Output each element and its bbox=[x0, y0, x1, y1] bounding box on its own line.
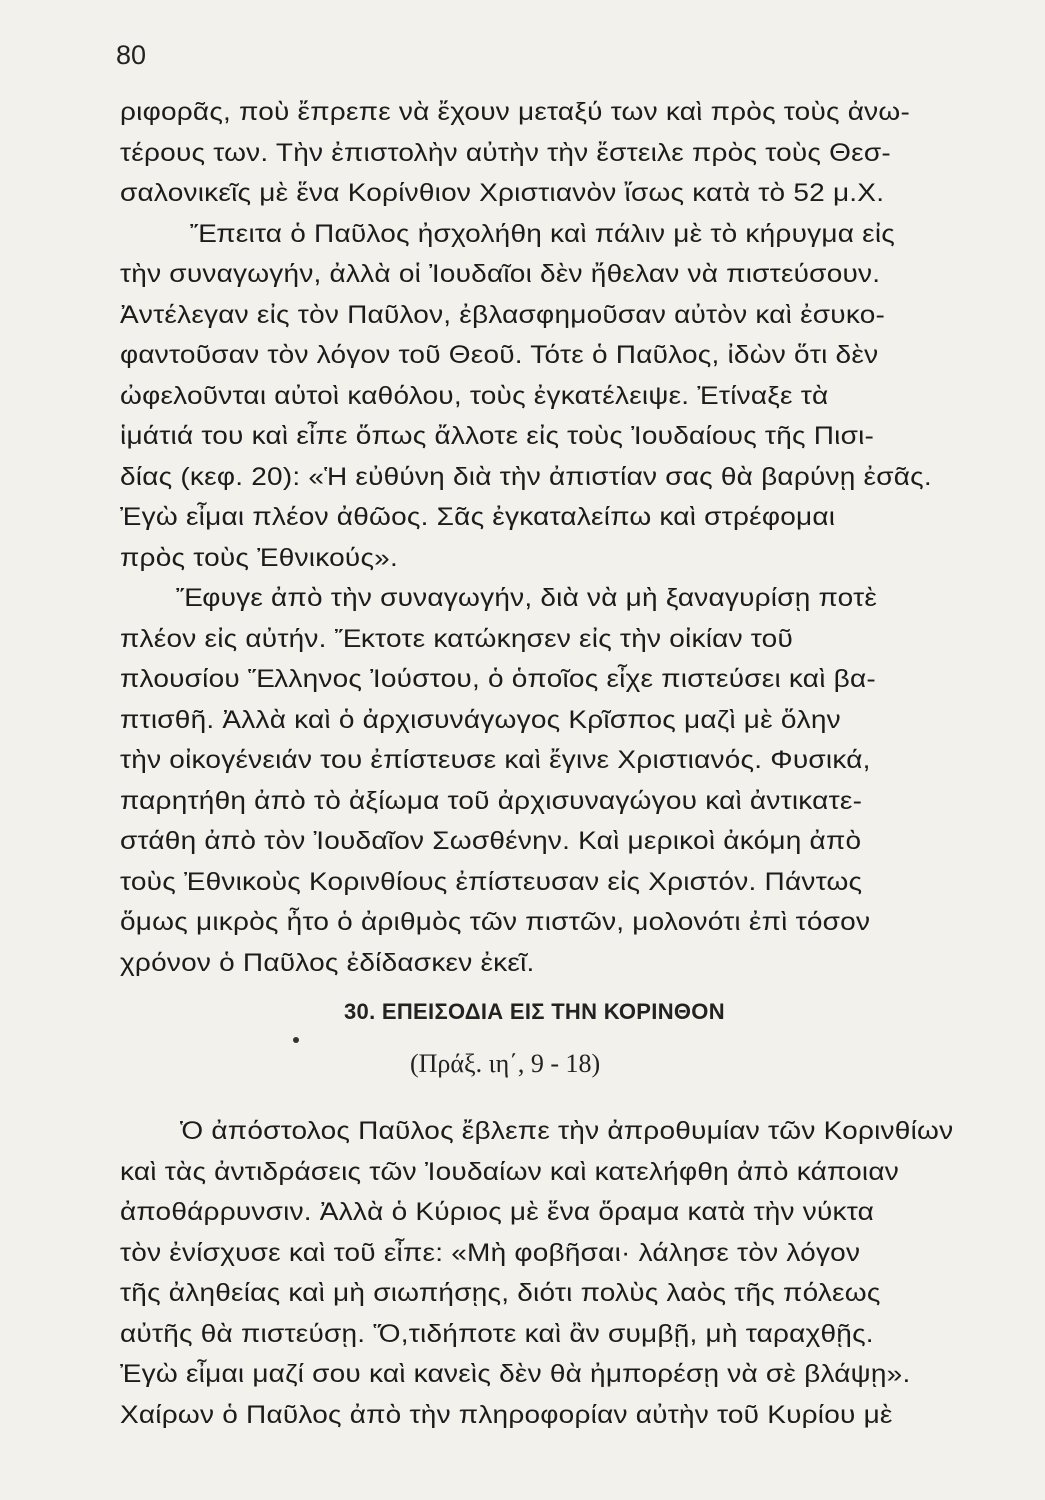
text-line: τέρους των. Τὴν ἐπιστολὴν αὐτὴν τὴν ἔστειλε πρὸς τοὺς Θεσ- bbox=[120, 138, 891, 167]
text-line: ἱμάτιά του καὶ εἶπε ὅπως ἄλλοτε εἰς τοὺς Ἰουδαίους τῆς Πισι- bbox=[120, 422, 875, 450]
text-line: τοὺς Ἐθνικοὺς Κορινθίους ἐπίστευσαν εἰς Χριστόν. Πάντως bbox=[120, 867, 863, 896]
text-line: Ἀντέλεγαν εἰς τὸν Παῦλον, ἐβλασφημοῦσαν αὐτὸν καὶ ἐσυκο- bbox=[120, 300, 886, 329]
text-line: σαλονικεῖς μὲ ἕνα Κορίνθιον Χριστιανὸν ἴσως κατὰ τὸ 52 μ.Χ. bbox=[120, 179, 885, 207]
text-line: στάθη ἀπὸ τὸν Ἰουδαῖον Σωσθένην. Καὶ μερικοὶ ἀκόμη ἀπὸ bbox=[120, 827, 862, 855]
text-line: χρόνον ὁ Παῦλος ἐδίδασκεν ἐκεῖ. bbox=[120, 948, 535, 977]
text-line: τὸν ἐνίσχυσε καὶ τοῦ εἶπε: «Μὴ φοβῆσαι· λάλησε τὸν λόγον bbox=[120, 1238, 861, 1267]
text-line: Ἐγὼ εἶμαι πλέον ἀθῶος. Σᾶς ἐγκαταλείπω καὶ στρέφομαι bbox=[120, 503, 836, 531]
text-line: αὐτῆς θὰ πιστεύσῃ. Ὅ,τιδήποτε καὶ ἂν συμβῇ, μὴ ταραχθῇς. bbox=[120, 1319, 874, 1348]
text-line: Ἐγὼ εἶμαι μαζί σου καὶ κανεὶς δὲν θὰ ἠμπορέσῃ νὰ σὲ βλάψῃ». bbox=[120, 1360, 911, 1388]
text-line: ὅμως μικρὸς ἦτο ὁ ἀριθμὸς τῶν πιστῶν, μολονότι ἐπὶ τόσον bbox=[120, 908, 871, 936]
text-line: ἀποθάρρυνσιν. Ἀλλὰ ὁ Κύριος μὲ ἕνα ὅραμα κατὰ τὴν νύκτα bbox=[120, 1198, 875, 1226]
ink-dot bbox=[293, 1037, 299, 1043]
text-line: καὶ τὰς ἀντιδράσεις τῶν Ἰουδαίων καὶ κατελήφθη ἀπὸ κάποιαν bbox=[120, 1157, 900, 1186]
section-reference: (Πράξ. ιη΄, 9 - 18) bbox=[410, 1049, 601, 1078]
text-line: δίας (κεφ. 20): «Ἡ εὐθύνη διὰ τὴν ἀπιστίαν σας θὰ βαρύνῃ ἐσᾶς. bbox=[120, 462, 932, 491]
text-line: φαντοῦσαν τὸν λόγον τοῦ Θεοῦ. Τότε ὁ Παῦλος, ἰδὼν ὅτι δὲν bbox=[120, 341, 879, 369]
text-line: Ἔπειτα ὁ Παῦλος ἠσχολήθη καὶ πάλιν μὲ τὸ κήρυγμα εἰς bbox=[190, 219, 895, 248]
text-line: Χαίρων ὁ Παῦλος ἀπὸ τὴν πληροφορίαν αὐτὴν τοῦ Κυρίου μὲ bbox=[120, 1400, 893, 1429]
text-line: πλουσίου Ἕλληνος Ἰούστου, ὁ ὁποῖος εἶχε πιστεύσει καὶ βα- bbox=[120, 665, 876, 693]
text-line: τὴν συναγωγήν, ἀλλὰ οἱ Ἰουδαῖοι δὲν ἤθελαν νὰ πιστεύσουν. bbox=[120, 260, 881, 288]
text-line: ριφορᾶς, ποὺ ἔπρεπε νὰ ἔχουν μεταξύ των καὶ πρὸς τοὺς ἀνω- bbox=[120, 98, 911, 126]
text-line: τῆς ἀληθείας καὶ μὴ σιωπήσῃς, διότι πολὺς λαὸς τῆς πόλεως bbox=[120, 1279, 881, 1307]
text-line: πλέον εἰς αὐτήν. Ἔκτοτε κατώκησεν εἰς τὴν οἰκίαν τοῦ bbox=[120, 624, 794, 653]
page-number: 80 bbox=[116, 40, 147, 70]
text-line: πτισθῆ. Ἀλλὰ καὶ ὁ ἀρχισυνάγωγος Κρῖσπος μαζὶ μὲ ὅλην bbox=[120, 705, 841, 734]
section-heading: 30. ΕΠΕΙΣΟΔΙΑ ΕΙΣ ΤΗΝ ΚΟΡΙΝΘΟΝ bbox=[344, 999, 725, 1024]
text-line: Ἔφυγε ἀπὸ τὴν συναγωγήν, διὰ νὰ μὴ ξαναγυρίσῃ ποτὲ bbox=[176, 584, 878, 612]
text-line: ὠφελοῦνται αὐτοὶ καθόλου, τοὺς ἐγκατέλειψε. Ἐτίναξε τὰ bbox=[120, 381, 829, 410]
text-line: παρητήθη ἀπὸ τὸ ἀξίωμα τοῦ ἀρχισυναγώγου καὶ ἀντικατε- bbox=[120, 786, 863, 815]
text-line: τὴν οἰκογένειάν του ἐπίστευσε καὶ ἔγινε Χριστιανός. Φυσικά, bbox=[120, 746, 871, 774]
text-line: Ὁ ἀπόστολος Παῦλος ἔβλεπε τὴν ἀπροθυμίαν τῶν Κορινθίων bbox=[180, 1117, 954, 1145]
text-line: πρὸς τοὺς Ἐθνικούς». bbox=[120, 543, 398, 572]
